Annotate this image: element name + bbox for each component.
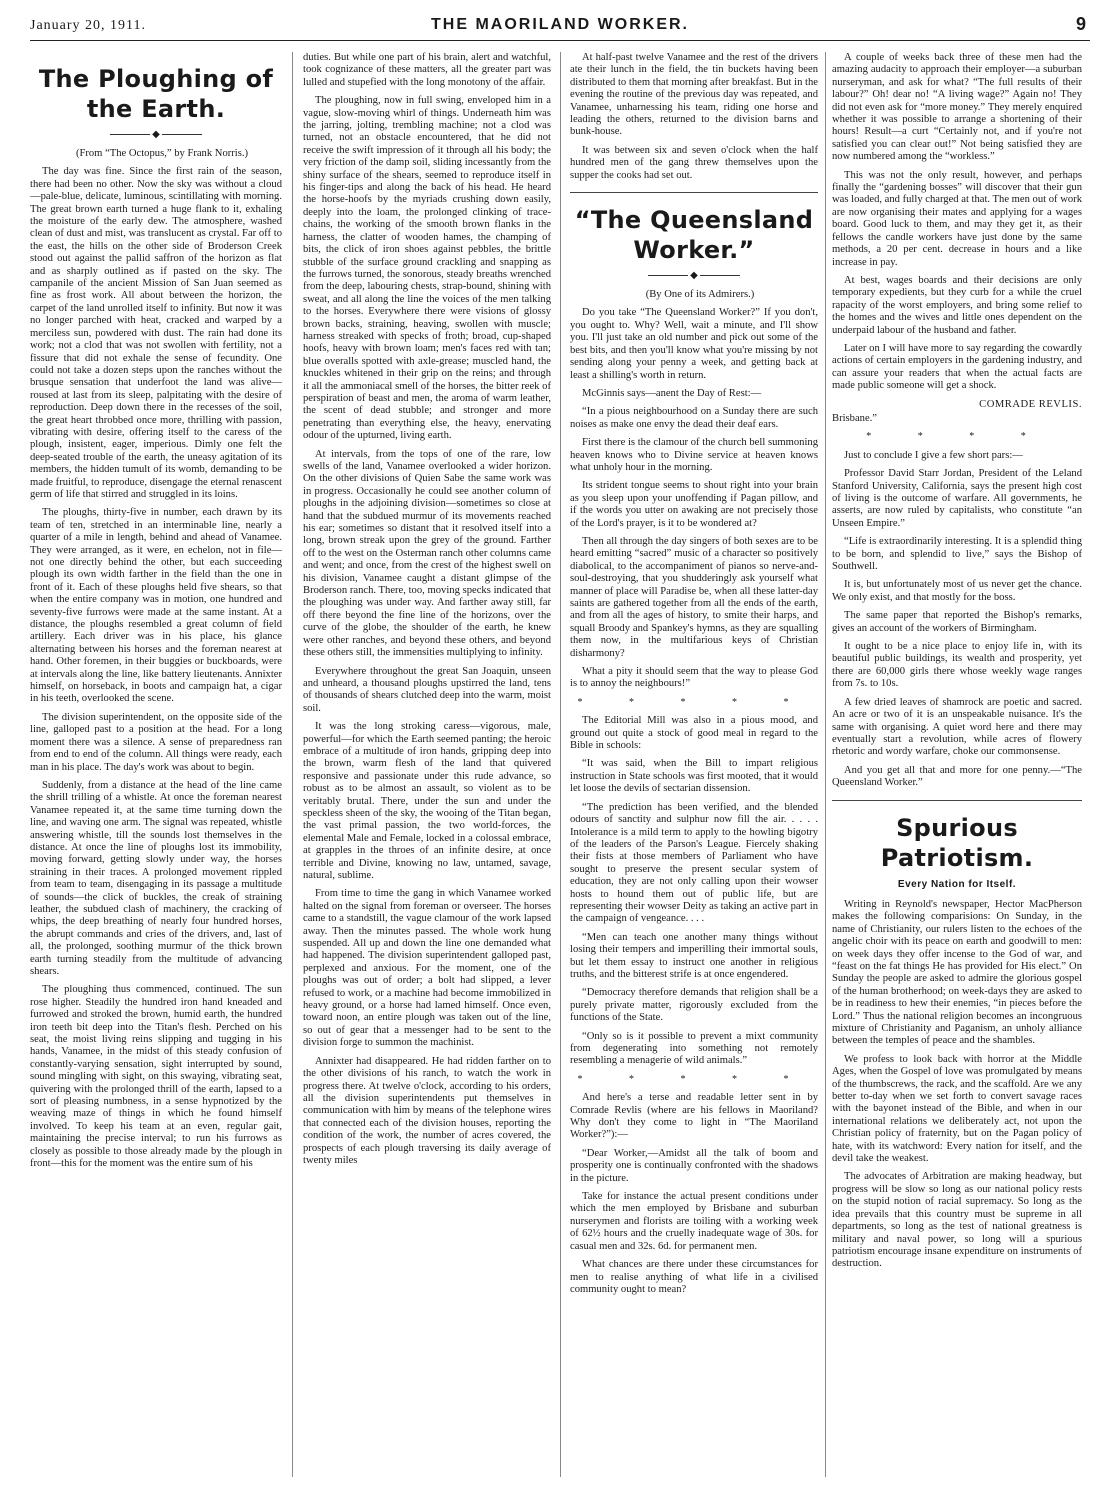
paragraph: The Editorial Mill was also in a pious mood, and ground out quite a stock of good meal in regard to the Bible in schools: [570,715,818,752]
paragraph: First there is the clamour of the church bell summoning heaven knows who to Divine service at heaven knows what unholy hour in the morning. [570,437,818,473]
paragraph: Then all through the day singers of both sexes are to be heard emitting “sacred” music of a character so positively diabolical, to the accompaniment of pianos so nerve-and-soul-destroying, that you shudderingly ask yourself what manner of place will Paradise be, when all these latter-day saints are gathered together from all the ends of the earth, and from all the ages of history, to smite their harps, and squall Broody and Spankey's hymns, as they are squalling them now, in the multifarious keys of Christian disharmony? [570,535,818,659]
article-title-ploughing: The Ploughing of the Earth. [38,65,274,123]
paragraph: It was the long stroking caress—vigorous, male, powerful—for which the Earth seemed panting; the heroic embrace of a multitude of iron hands, gripping deep into the brown, warm flesh of the land that quivered responsive and passionate under this rude advance, so robust as to be almost an assault, so violent as to be veritably brutal. There, under the sun and under the speckless sheen of the sky, the wooing of the Titan began, the vast primal passion, the two world-forces, the elemental Male and Female, locked in a colossal embrace, at grapples in the throes of an infinite desire, at once terrible and Divine, knowing no law, untamed, savage, natural, sublime. [303,721,551,881]
article-divider [570,192,818,193]
column-2 [303,52,551,1492]
paragraph: The ploughs, thirty-five in number, each drawn by its team of ten, stretched in an interminable line, nearly a quarter of a mile in length, behind and ahead of Vanamee. They were arranged, as it were, en echelon, not in file—not one directly behind the other, but each succeeding plough its own width farther in the field than the one in front of it. Each of these ploughs held five shears, so that when the entire company was in motion, one hundred and seventy-five furrows were made at the same instant. At a distance, the ploughs resembled a great column of field artillery. Each driver was in his place, his glance alternating between his horses and the foreman nearest at hand. Other foremen, in their buggies or buckboards, were at intervals along the line, like battery lieutenants. Annixter himself, on horseback, in boots and campaign hat, a cigar in his teeth, overlooked the scene. [30,507,282,705]
paragraph: “Democracy therefore demands that religion shall be a purely private matter, rigorously excluded from the functions of the State. [570,987,818,1024]
paragraph: The day was fine. Since the first rain of the season, there had been no other. Now the sky was without a cloud—pale-blue, delicate, luminous, scintillating with morning. The great brown earth turned a huge flank to it, exhaling the moisture of the early dew. The atmosphere, washed clean of dust and mist, was translucent as crystal. Far off to the east, the hills on the other side of Broderson Creek stood out against the pallid saffron of the horizon as flat and as sharply outlined as if pasted on the sky. The campanile of the ancient Mission of San Juan seemed as fine as frost work. All about between the horizon, the carpet of the land unrolled itself to infinity. But now it was no longer parched with heat, cracked and warped by a merciless sun, powdered with dust. The rain had done its work; not a clod that was not swollen with fertility, not a fissure that did not exhale the sense of fecundity. One could not take a dozen steps upon the ranches without the brusque sensation that underfoot the land was alive—roused at last from its sleep, palpitating with the desire of reproduction. Deep down there in the recesses of the soil, the great heart throbbed once more, thrilling with passion, vibrating with desire, offering itself to the caress of the plough, insistent, eager, imperious. Dimly one felt the deep-seated trouble of the earth, the uneasy agitation of its members, the hidden tumult of its womb, demanding to be made fruitful, to reproduce, disengage the eternal renascent germ of life that stirred and struggled in its loins. [30,166,282,500]
column-3 [570,52,818,1492]
article-divider [832,800,1082,801]
paragraph: And here's a terse and readable letter sent in by Comrade Revlis (where are his fellows in Maoriland? Why don't they come to light in “The Maoriland Worker?”):— [570,1092,818,1141]
article-source: (From “The Octopus,” by Frank Norris.) [75,148,249,159]
paragraph: “Only so is it possible to prevent a mixt community from degenerating into something not remotely resembling a menagerie of wild animals.” [570,1030,818,1067]
paragraph: “Life is extraordinarily interesting. It is a splendid thing to be born, and splendid to live,” says the Bishop of Southwell. [832,536,1082,573]
section-stars: * * * * * [577,1073,811,1085]
paragraph: The advocates of Arbitration are making headway, but progress will be slow so long as our national policy rests on the stupid notion of racial supremacy. So long as the idea prevails that this country must be supreme in all departments, so long as the test of national greatness is military and naval power, so long will a spurious patriotism encourage insane expenditure on instruments of destruction. [832,1171,1082,1270]
paragraph: Writing in Reynold's newspaper, Hector MacPherson makes the following comparisions: On Sunday, in the name of Christianity, our rulers listen to the echoes of the angelic choir with its peace on earth and goodwill to men: on week days they offer incense to the God of war, and “feast on the fat things He has provided for His elect.” On Sunday the people are asked to admire the glorious gospel of the human brotherhood; on week-days they are asked to be in readiness to hew their enemies, “in pieces before the Lord.” Thus the national religion becomes an incongruous mixture of Christianity and Paganism, an unholy alliance between the temples of peace and the shambles. [832,898,1082,1047]
paragraph: The division superintendent, on the opposite side of the line, galloped past to a position at the head. For a long moment there was a silence. A sense of preparedness ran from end to end of the column. All things were ready, each man in his place. The day's work was about to begin. [30,711,282,773]
title-ornament: ◆ [570,271,818,281]
paragraph: “Men can teach one another many things without losing their tempers and imperilling their immortal souls, but let them essay to instruct one another in religious truths, and the bitterest strife is at once engendered. [570,931,818,980]
paragraph: “In a pious neighbourhood on a Sunday there are such noises as make one envy the dead their deaf ears. [570,406,818,430]
paragraph: Later on I will have more to say regarding the cowardly actions of certain employers in the gardening industry, and can assure your readers that when the actual facts are made public someone will get a shock. [832,342,1082,392]
paragraph: This was not the only result, however, and perhaps finally the “gardening bosses” will discover that their gun was loaded, and fully charged at that. The men out of work are now organising their mates and applying for a wages board. Good luck to them, and may they get it, as their fellows the candle workers have just done by the same methods, a 20 per cent. decrease in hours and a like increase in pay. [832,169,1082,268]
column-rule [560,52,561,1477]
column-rule [292,52,293,1477]
letter-signature: COMRADE REVLIS. [979,398,1082,410]
paragraph: Suddenly, from a distance at the head of the line came the shrill trilling of a whistle. At once the foreman nearest Vanamee repeated it, at the same time turning down the line, and waving one arm. The signal was repeated, whistle answering whistle, till the sounds lost themselves in the distance. At once the line of ploughs lost its immobility, moving forward, getting slowly under way, the horses straining in their traces. A prolonged movement rippled from team to team, disengaging in its passage a multitude of sounds—the click of buckles, the creak of straining leather, the subdued clash of machinery, the cracking of whips, the deep breathing of nearly four hundred horses, the abrupt commands and cries of the drivers, and, last of all, the prolonged, soothing murmur of the thick brown earth turning steadily from the multitude of advancing shears. [30,779,282,977]
paragraph: “The prediction has been verified, and the blended odours of sanctity and sulphur now fill the air. . . . . Intolerance is a mild term to apply to the howling bigotry of the leaders of the Parson's League. Fiercely shaking their fists at those members of Parliament who have sought to preserve the present secular system of education, they are not only calling upon their wowser hosts to hound them out of public life, but are representing their wowser Deity as taking an active part in the campaign of vengeance. . . . [570,801,818,925]
masthead [30,10,1090,41]
paragraph: It was between six and seven o'clock when the half hundred men of the gang threw themselves upon the supper the cooks had set out. [570,144,818,181]
paragraph: A couple of weeks back three of these men had the amazing audacity to approach their employer—a suburban nurseryman, and ask for what? “The full results of their labour?” Oh! dear no! “A living wage?” Again no! They did not even ask for “more money.” They merely enquired whether it was possible to arrange a shortening of their hours! Result—a curt “Certainly not, and if you're not satisfied you can clear out!” Not being satisfied they are now numbered among the “workless.” [832,52,1082,163]
newspaper-title: THE MAORILAND WORKER. [431,16,689,33]
title-ornament: ◆ [30,130,282,140]
paragraph: We profess to look back with horror at the Middle Ages, when the Gospel of love was promulgated by means of the thumbscrews, the rack, and the scaffold. Are we any better to-day when we set forth to convert savage races with the bayonet instead of the Bible, and when in our international relations we deliberately act, not upon the Christian policy of fraternity, but on the Pagan policy of hate, with its watchword: Every nation for itself, and the devil take the weakest. [832,1053,1082,1165]
paragraph: Take for instance the actual present conditions under which the men employed by Brisbane and suburban nurserymen and florists are toiling with a working week of 62½ hours and the cruelly inadequate wage of 30s. for casual men and 32s. 6d. for permanent men. [570,1191,818,1252]
paragraph: What chances are there under these circumstances for men to realise anything of what life in a civilised community ought to mean? [570,1259,818,1295]
column-1 [30,52,282,1492]
paragraph: duties. But while one part of his brain, alert and watchful, took cognizance of these matters, all the greater part was lulled and stupefied with the long monotony of the affair. [303,52,551,88]
paragraph: The ploughing, now in full swing, enveloped him in a vague, slow-moving whirl of things. Underneath him was the jarring, jolting, trembling machine; not a clod was turned, not an obstacle encountered, that he did not receive the swift impression of it through all his body; the very friction of the damp soil, sliding incessantly from the shiny surface of the shears, seemed to reproduce itself in his finger-tips and along the back of his head. He heard the horse-hoofs by the myriads crushing down easily, deeply into the loam, the prolonged clinking of trace-chains, the working of the smooth brown flanks in the harness, the clatter of wooden hames, the champing of bits, the click of iron shoes against pebbles, the brittle stubble of the surface ground crackling and snapping as the furrows turned, the sonorous, steady breaths wrenched from the deep, labouring chests, strap-bound, shining with sweat, and all along the line the voices of the men talking to the horses. Everywhere there were visions of glossy brown backs, straining, heaving, swollen with muscle; harness streaked with specks of froth; broad, cup-shaped hoofs, heavy with brown loam; men's faces red with tan; blue overalls spotted with axle-grease; muscled hand, the knuckles whitened in their grip on the reins; and through it all the ammoniacal smell of the horses, the bitter reek of perspiration of beast and men, the aroma of warm leather, the scent of dead stubble; and stronger and more penetrating than everything else, the heavy, enervating odour of the upturned, living earth. [303,95,551,442]
paragraph: At half-past twelve Vanamee and the rest of the drivers ate their lunch in the field, the tin buckets having been distributed to them that morning after breakfast. But in the evening the routine of the previous day was repeated, and Vanamee, unharnessing his team, riding one horse and leading the others, returned to the division barns and bunk-house. [570,52,818,138]
paragraph: At best, wages boards and their decisions are only temporary expedients, but they curb for a while the cruel rapacity of the worst employers, and bring some relief to the homes and the wives and little ones dependent on the underpaid labour of the husband and father. [832,274,1082,336]
paragraph: McGinnis says—anent the Day of Rest:— [582,387,762,399]
paragraph: Just to conclude I give a few short pars:— [844,449,1023,461]
paragraph: From time to time the gang in which Vanamee worked halted on the signal from foreman or overseer. The horses came to a standstill, the vague clamour of the work lapsed away. Then the minutes passed. The whole work hung suspended. All up and down the line one demanded what had happened. The division superintendent galloped past, perplexed and anxious. For the moment, one of the ploughs was out of order; a bolt had slipped, a lever refused to work, or a machine had become immobilized in heavy ground, or a horse had lamed himself. Once even, toward noon, an entire plough was taken out of the line, so out of gear that a messenger had to be sent to the division forge to summon the machinist. [303,888,551,1049]
article-title-queensland: “The Queensland Worker.” [574,206,814,265]
article-subtitle: Every Nation for Itself. [897,878,1017,890]
article-title-spurious: Spurious Patriotism. [880,813,1034,872]
column-4 [832,52,1082,1492]
column-rule [825,52,826,1477]
page-number: 9 [1075,14,1086,34]
paragraph: What a pity it should seem that the way to please God is to annoy the neighbours!” [570,666,818,690]
paragraph: The ploughing thus commenced, continued. The sun rose higher. Steadily the hundred iron hand kneaded and furrowed and stroked the brown, humid earth, the hundred iron teeth bit deep into the Titan's flesh. Perched on his seat, the moist living reins slipping and tugging in his hands, Vanamee, in the midst of this steady confusion of constantly-varying sensation, sight interrupted by sound, sound mingling with sight, on this swaying, vibrating seat, quivering with the prolonged thrill of the earth, lapsed to a sort of pleasing numbness, in a sense hypnotized by the weaving maze of things in which he found himself involved. To keep his team at an even, regular gait, maintaining the precise interval; to run his furrows as closely as possible to those already made by the plough in front—this for the moment was the entire sum of his [30,984,282,1170]
section-stars: * * * * [866,431,1048,443]
paragraph: Do you take “The Queensland Worker?” If you don't, you ought to. Why? Well, wait a minute, and I'll show you. I'll just take an old number and pick out some of the best bits, and then you'll know what you're missing by not sending along your penny a week, and getting back at least a shilling's worth in return. [570,307,818,381]
paragraph: The same paper that reported the Bishop's remarks, gives an account of the workers of Birmingham. [832,610,1082,634]
paragraph: “Dear Worker,—Amidst all the talk of boom and prosperity one is continually confronted with the shadows in the picture. [570,1147,818,1184]
paragraph: Everywhere throughout the great San Joaquin, unseen and unheard, a thousand ploughs upstirred the land, tens of thousands of shears clutched deep into the warm, moist soil. [303,665,551,714]
paragraph: At intervals, from the tops of one of the rare, low swells of the land, Vanamee overlooked a wider horizon. On the other divisions of Quien Sabe the same work was in progress. Occasionally he could see another column of ploughs in the adjoining division—sometimes so close at hand that the subdued murmur of its movements reached his ear; sometimes so distant that it resolved itself into a long, brown streak upon the grey of the ground. Farther off to the west on the Osterman ranch other columns came and went; and once, from the crest of the highest swell on his division, Vanamee caught a distant glimpse of the Broderson ranch. There, too, moving specks indicated that the ploughing was under way. And farther away still, far off there beyond the fine line of the horizons, over the curve of the globe, the shoulder of the earth, he knew were other ranches, and beyond these others, and beyond these others still, the immensities multiplying to infinity. [303,448,551,659]
paragraph: And you get all that and more for one penny.—“The Queensland Worker.” [832,764,1082,789]
paragraph: It is, but unfortunately most of us never get the chance. We only exist, and that mostly for the boss. [832,579,1082,603]
paragraph: Annixter had disappeared. He had ridden farther on to the other divisions of his ranch, to watch the work in progress there. At twelve o'clock, according to his orders, all the division superintendents put themselves in communication with him by means of the telephone wires that connected each of the division houses, reporting the condition of the work, the number of acres covered, the prospects of each plough traversing its daily average of twenty miles [303,1055,551,1166]
issue-date: January 20, 1911. [30,18,147,33]
paragraph: A few dried leaves of shamrock are poetic and sacred. An acre or two of it is an unspeakable nuisance. It's the same with organising. A quiet word here and there may eventually start a revolution, while acres of flowery rhetoric and wordy warfare, choke our commonsense. [832,696,1082,758]
letter-place: Brisbane.” [832,412,878,424]
paragraph: Professor David Starr Jordan, President of the Leland Stanford University, California, says the present high cost of living is the outcome of warfare. All governments, he asserts, are now ruled by capitalists, who constitute “an Unseen Empire.” [832,468,1082,529]
paragraph: “It was said, when the Bill to impart religious instruction in State schools was first mooted, that it would let loose the devils of sectarian dissension. [570,758,818,795]
section-stars: * * * * * [577,696,811,708]
paragraph: It ought to be a nice place to enjoy life in, with its beautiful public buildings, its wealth and prosperity, yet there are 60,000 girls there whose weekly wage ranges from 7s. to 10s. [832,641,1082,690]
article-byline: (By One of its Admirers.) [645,289,755,301]
paragraph: Its strident tongue seems to shout right into your brain as you sleep upon your unoffending if Pagan pillow, and if the words you utter on awaking are not precisely those of the Lord's prayer, is it to be wondered at? [570,480,818,529]
